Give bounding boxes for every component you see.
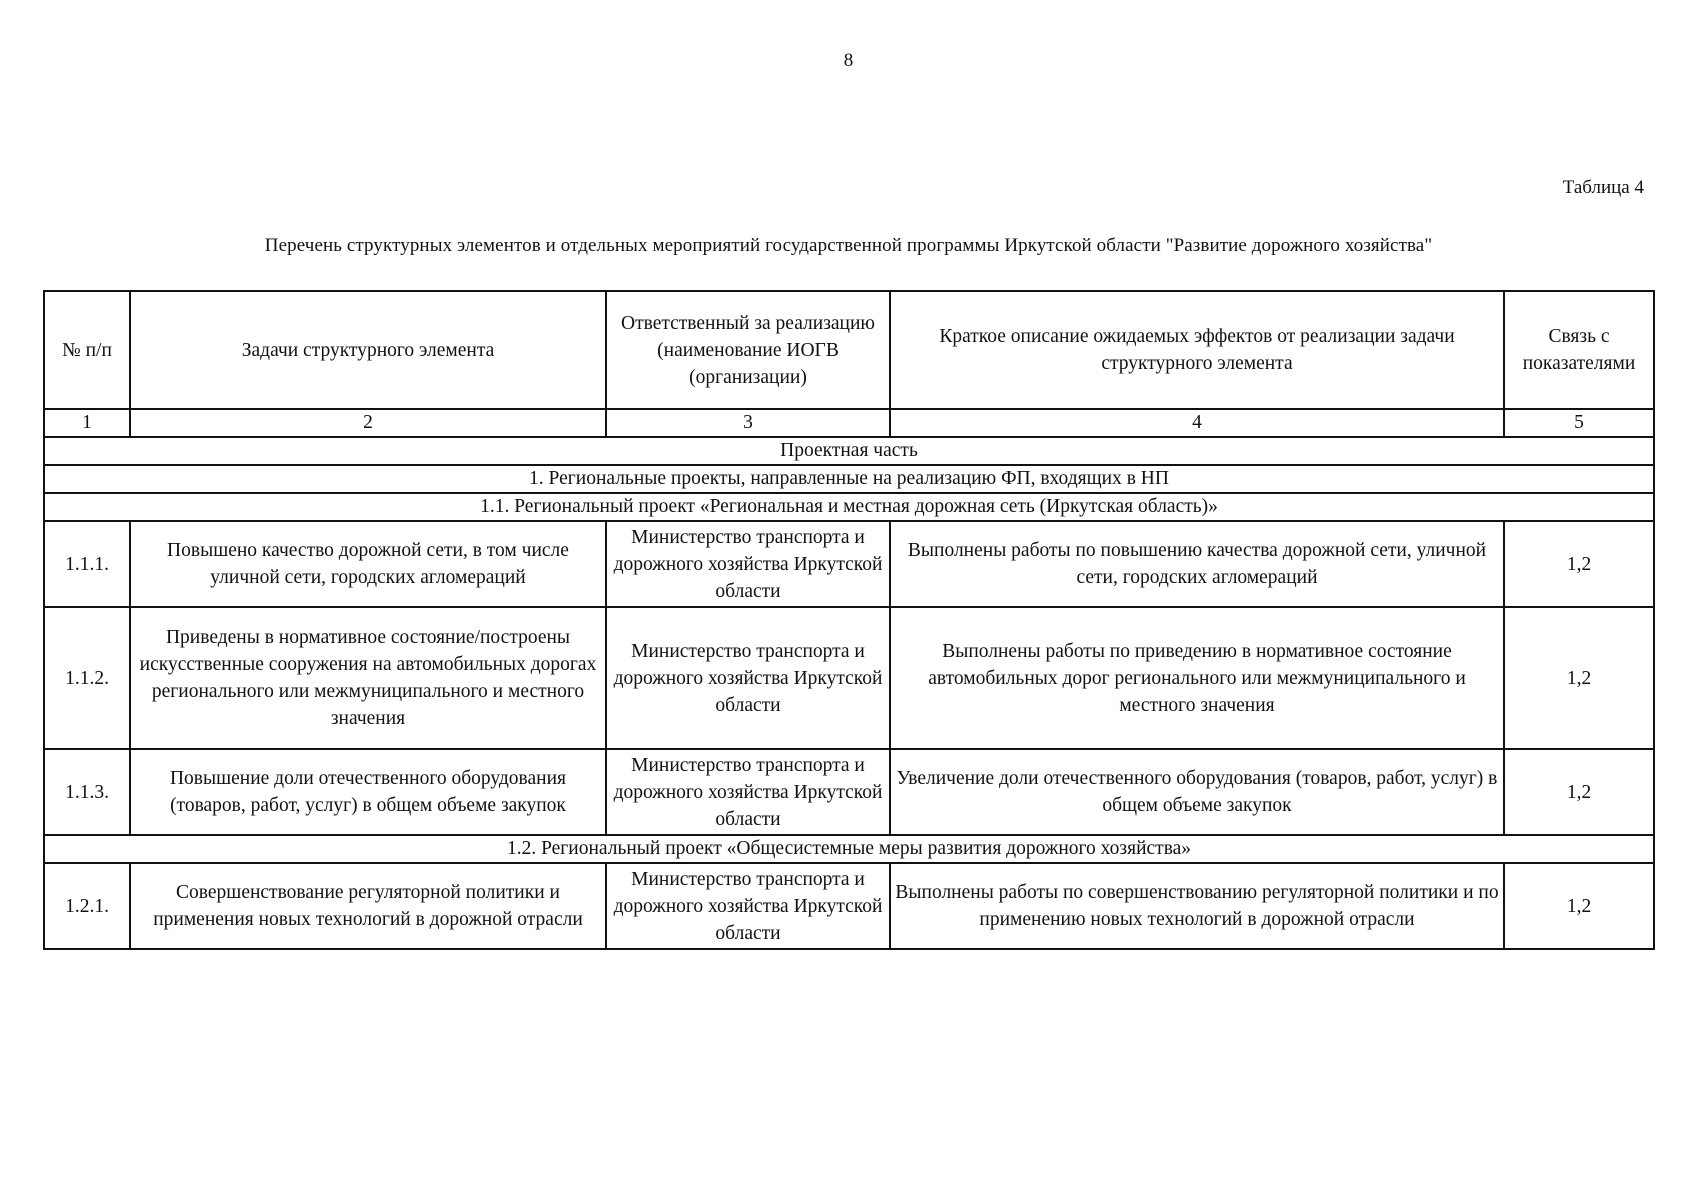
section-project-part: Проектная часть [44,437,1654,465]
column-number: 2 [130,409,606,437]
row-task: Совершенствование регуляторной политики и применения новых технологий в дорожной отрасли [130,863,606,949]
row-responsible: Министерство транспорта и дорожного хозяйства Иркутской области [606,749,890,835]
row-task: Повышение доли отечественного оборудования (товаров, работ, услуг) в общем объеме закупок [130,749,606,835]
header-responsible: Ответственный за реализацию (наименование ИОГВ (организации) [606,291,890,409]
table-row [44,749,1654,835]
column-numbers-row [44,409,1654,437]
section-row [44,493,1654,521]
row-effect: Выполнены работы по повышению качества дорожной сети, уличной сети, городских агломераций [890,521,1504,607]
table-header-row [44,291,1654,409]
row-task: Приведены в нормативное состояние/построены искусственные сооружения на автомобильных дорогах регионального или межмуниципального и местного значения [130,607,606,749]
row-responsible: Министерство транспорта и дорожного хозяйства Иркутской области [606,607,890,749]
row-effect: Выполнены работы по приведению в нормативное состояние автомобильных дорог регионального или межмуниципального и местного значения [890,607,1504,749]
header-task: Задачи структурного элемента [130,291,606,409]
row-num: 1.1.1. [44,521,130,607]
row-responsible: Министерство транспорта и дорожного хозяйства Иркутской области [606,521,890,607]
section-row [44,465,1654,493]
header-indicators: Связь с показателями [1504,291,1654,409]
table-label: Таблица 4 [1562,177,1644,198]
row-indicators: 1,2 [1504,863,1654,949]
row-num: 1.2.1. [44,863,130,949]
table-row [44,863,1654,949]
row-task: Повышено качество дорожной сети, в том числе уличной сети, городских агломераций [130,521,606,607]
column-number: 4 [890,409,1504,437]
section-project-1-1: 1.1. Региональный проект «Региональная и местная дорожная сеть (Иркутская область)» [44,493,1654,521]
document-title: Перечень структурных элементов и отдельных мероприятий государственной программы Иркутской области "Развитие дорожного хозяйства" [264,235,1433,256]
header-num: № п/п [44,291,130,409]
row-num: 1.1.3. [44,749,130,835]
row-indicators: 1,2 [1504,749,1654,835]
table-row [44,521,1654,607]
table-row [44,607,1654,749]
section-regional-projects: 1. Региональные проекты, направленные на реализацию ФП, входящих в НП [44,465,1654,493]
structural-elements-table [43,290,1655,950]
row-indicators: 1,2 [1504,521,1654,607]
header-effect: Краткое описание ожидаемых эффектов от реализации задачи структурного элемента [890,291,1504,409]
section-row [44,437,1654,465]
row-responsible: Министерство транспорта и дорожного хозяйства Иркутской области [606,863,890,949]
column-number: 5 [1504,409,1654,437]
row-num: 1.1.2. [44,607,130,749]
column-number: 1 [44,409,130,437]
section-project-1-2: 1.2. Региональный проект «Общесистемные меры развития дорожного хозяйства» [44,835,1654,863]
row-effect: Увеличение доли отечественного оборудования (товаров, работ, услуг) в общем объеме закупок [890,749,1504,835]
section-row [44,835,1654,863]
row-indicators: 1,2 [1504,607,1654,749]
row-effect: Выполнены работы по совершенствованию регуляторной политики и по применению новых технологий в дорожной отрасли [890,863,1504,949]
page-number: 8 [843,50,854,71]
column-number: 3 [606,409,890,437]
